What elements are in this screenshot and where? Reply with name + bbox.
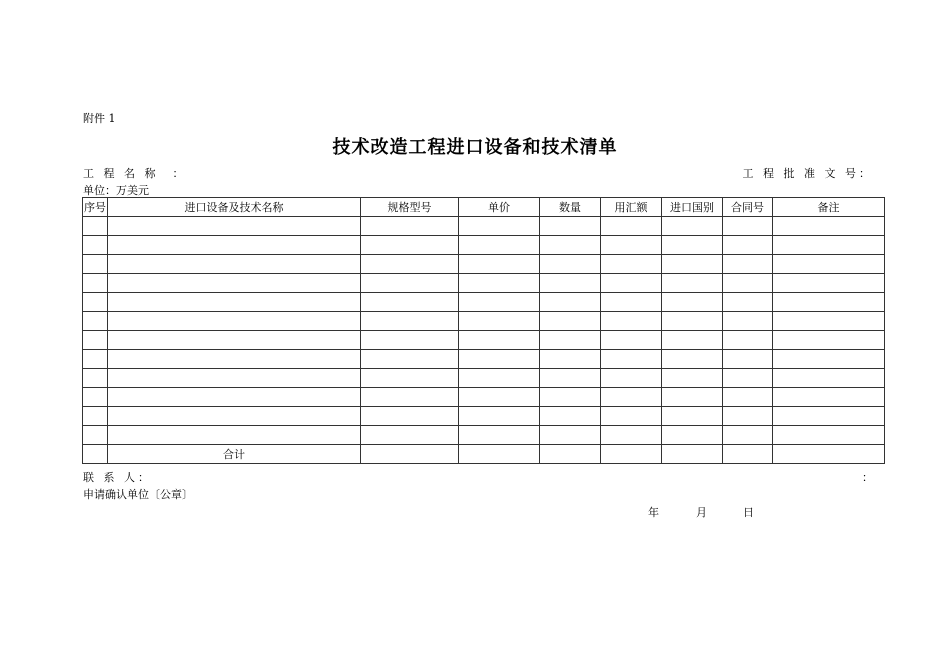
table-cell[interactable] [459,445,540,464]
table-cell[interactable] [108,236,361,255]
table-cell[interactable] [773,255,885,274]
table-cell[interactable] [540,255,601,274]
date-day-label: 日 [743,506,754,519]
table-cell[interactable] [108,388,361,407]
table-cell[interactable] [723,255,773,274]
table-cell[interactable] [361,407,459,426]
table-cell[interactable] [723,293,773,312]
column-header-seq: 序号 [83,198,108,217]
table-cell[interactable] [601,350,662,369]
table-cell[interactable] [459,388,540,407]
table-cell[interactable] [540,293,601,312]
table-row [83,274,885,293]
total-label: 合计 [108,445,361,464]
table-cell[interactable] [361,274,459,293]
table-row [83,293,885,312]
table-cell[interactable] [459,407,540,426]
table-cell[interactable] [662,236,723,255]
table-row [83,407,885,426]
table-cell[interactable] [361,312,459,331]
table-cell[interactable] [601,217,662,236]
table-cell[interactable] [773,331,885,350]
table-cell[interactable] [361,217,459,236]
table-cell[interactable] [601,312,662,331]
table-header-row [83,198,885,217]
table-cell[interactable] [459,236,540,255]
table-cell[interactable] [108,350,361,369]
table-cell[interactable] [773,426,885,445]
table-cell[interactable] [773,217,885,236]
table-row [83,369,885,388]
table-cell[interactable] [601,369,662,388]
table-cell[interactable] [773,350,885,369]
table-cell[interactable] [540,426,601,445]
table-cell[interactable] [83,388,108,407]
table-cell[interactable] [723,445,773,464]
table-cell[interactable] [108,293,361,312]
table-cell[interactable] [723,331,773,350]
table-cell[interactable] [83,369,108,388]
table-row [83,331,885,350]
column-header-name: 进口设备及技术名称 [108,198,361,217]
table-cell[interactable] [662,407,723,426]
table-cell[interactable] [662,388,723,407]
table-row [83,426,885,445]
column-header-spec: 规格型号 [361,198,459,217]
table-cell[interactable] [773,388,885,407]
column-header-contract-no: 合同号 [723,198,773,217]
table-row [83,388,885,407]
table-cell[interactable] [773,312,885,331]
table-row [83,236,885,255]
table-row [83,312,885,331]
table-total-row [83,445,885,464]
table-cell[interactable] [601,407,662,426]
table-cell[interactable] [83,293,108,312]
table-cell[interactable] [723,426,773,445]
table-cell[interactable] [723,388,773,407]
table-cell[interactable] [540,217,601,236]
table-cell[interactable] [540,331,601,350]
table-cell[interactable] [83,407,108,426]
table-cell[interactable] [540,369,601,388]
table-cell[interactable] [83,426,108,445]
table-cell[interactable] [361,331,459,350]
table-cell[interactable] [773,369,885,388]
column-header-import-country: 进口国别 [662,198,723,217]
table-cell[interactable] [601,388,662,407]
table-cell[interactable] [83,274,108,293]
table-cell[interactable] [459,369,540,388]
table-cell[interactable] [601,236,662,255]
equipment-table [82,197,885,464]
table-cell[interactable] [540,274,601,293]
contact-person-label: 联 系 人： [83,471,152,484]
table-cell[interactable] [361,236,459,255]
table-cell[interactable] [540,236,601,255]
table-cell[interactable] [108,369,361,388]
table-cell[interactable] [108,255,361,274]
unit-label: 单位：万美元 [83,184,149,197]
table-cell[interactable] [361,255,459,274]
table-cell[interactable] [662,331,723,350]
table-cell[interactable] [361,369,459,388]
column-header-quantity: 数量 [540,198,601,217]
table-cell[interactable] [108,426,361,445]
table-row [83,255,885,274]
table-cell[interactable] [83,445,108,464]
document-title: 技术改造工程进口设备和技术清单 [332,137,618,158]
table-cell[interactable] [601,331,662,350]
table-cell[interactable] [459,293,540,312]
table-cell[interactable] [83,236,108,255]
table-cell[interactable] [662,369,723,388]
table-cell[interactable] [723,369,773,388]
table-cell[interactable] [723,350,773,369]
table-cell[interactable] [773,445,885,464]
table-cell[interactable] [723,217,773,236]
table-cell[interactable] [83,312,108,331]
table-cell[interactable] [540,407,601,426]
table-cell[interactable] [459,426,540,445]
table-cell[interactable] [83,255,108,274]
table-cell[interactable] [723,236,773,255]
table-cell[interactable] [459,350,540,369]
table-cell[interactable] [662,217,723,236]
table-cell[interactable] [723,312,773,331]
approval-number-label: 工 程 批 准 文 号： [742,167,873,180]
contact-right-colon: ： [862,471,873,484]
attachment-label: 附件 1 [83,112,116,125]
table-cell[interactable] [601,293,662,312]
table-cell[interactable] [459,255,540,274]
table-row [83,217,885,236]
table-cell[interactable] [83,217,108,236]
table-row [83,350,885,369]
table-cell[interactable] [662,445,723,464]
table-cell[interactable] [459,217,540,236]
table-cell[interactable] [601,445,662,464]
table-cell[interactable] [540,350,601,369]
table-cell[interactable] [723,274,773,293]
table-cell[interactable] [361,350,459,369]
table-cell[interactable] [662,350,723,369]
table-cell[interactable] [601,274,662,293]
table-cell[interactable] [108,217,361,236]
table-cell[interactable] [773,274,885,293]
table-cell[interactable] [108,331,361,350]
table-cell[interactable] [361,445,459,464]
table-cell[interactable] [540,388,601,407]
project-name-label: 工 程 名 称 ： [83,167,187,180]
table-cell[interactable] [662,293,723,312]
table-cell[interactable] [83,350,108,369]
table-cell[interactable] [459,274,540,293]
table-cell[interactable] [601,255,662,274]
table-cell[interactable] [108,274,361,293]
table-cell[interactable] [723,407,773,426]
table-cell[interactable] [540,312,601,331]
table-cell[interactable] [662,255,723,274]
column-header-remarks: 备注 [773,198,885,217]
table-cell[interactable] [540,445,601,464]
table-cell[interactable] [662,274,723,293]
applicant-unit-label: 申请确认单位〔公章〕 [83,488,193,501]
column-header-forex-amount: 用汇额 [601,198,662,217]
column-header-unit-price: 单价 [459,198,540,217]
table-cell[interactable] [459,312,540,331]
table-cell[interactable] [662,312,723,331]
table-cell[interactable] [108,407,361,426]
table-cell[interactable] [601,426,662,445]
table-cell[interactable] [83,331,108,350]
table-cell[interactable] [361,293,459,312]
table-cell[interactable] [108,312,361,331]
table-cell[interactable] [773,407,885,426]
table-cell[interactable] [773,236,885,255]
date-month-label: 月 [696,506,707,519]
date-year-label: 年 [648,506,659,519]
table-cell[interactable] [459,331,540,350]
table-cell[interactable] [361,388,459,407]
table-cell[interactable] [662,426,723,445]
table-cell[interactable] [773,293,885,312]
table-cell[interactable] [361,426,459,445]
